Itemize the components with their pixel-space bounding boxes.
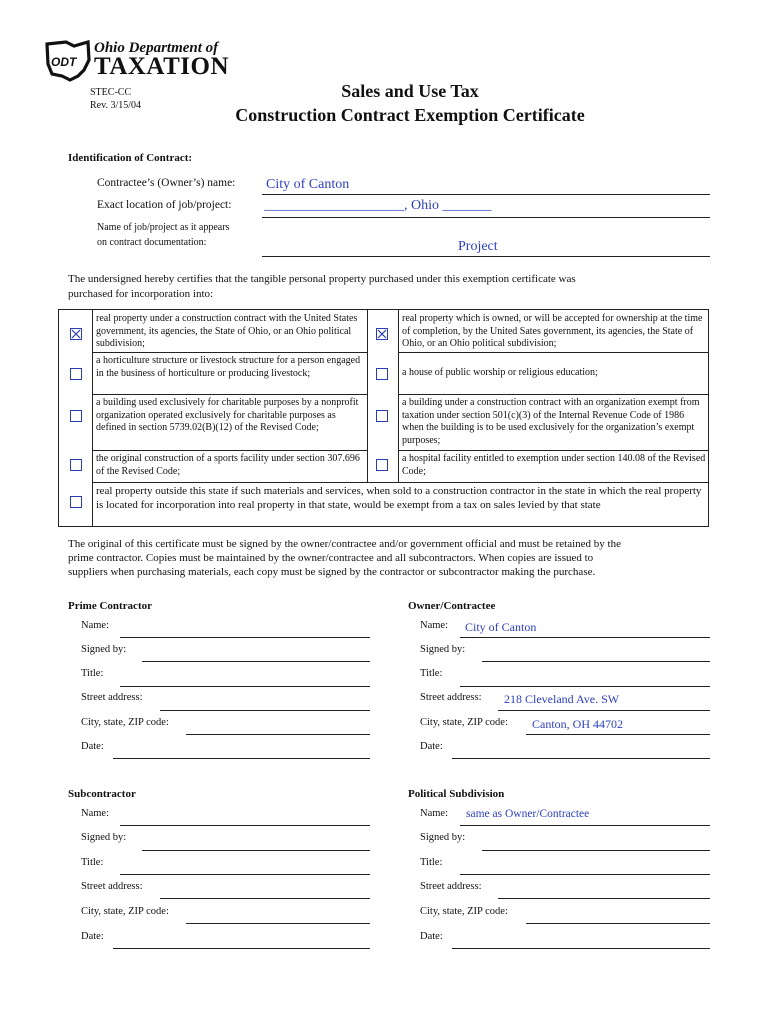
checkbox-out-of-state-property[interactable]	[70, 496, 82, 508]
checkbox-house-of-worship[interactable]	[376, 368, 388, 380]
certify-text-2: purchased for incorporation into:	[68, 288, 214, 300]
r5-full-text: real property outside this state if such materials and services, when sold to a construction contractor in the state in which the real property is located for incorporation into real property in that state, would be exempt from a tax on sales levied by that state	[96, 485, 702, 511]
owner-name-label: Name:	[420, 620, 448, 631]
political-signed-label: Signed by:	[420, 832, 466, 843]
checkbox-government-owned-property[interactable]	[376, 328, 388, 340]
political-city-field[interactable]	[526, 923, 710, 924]
contractee-label: Contractee’s (Owner’s) name:	[97, 177, 236, 189]
prime-name-field[interactable]	[120, 637, 370, 638]
prime-date-field[interactable]	[113, 758, 370, 759]
identification-heading: Identification of Contract:	[68, 152, 193, 164]
job-name-label-2: on contract documentation:	[97, 237, 207, 248]
owner-date-field[interactable]	[452, 758, 710, 759]
sub-city-field[interactable]	[186, 923, 370, 924]
r3-right-text: a building under a construction contract with an organization exempt from taxation under section 501(c)(3) of the Internal Revenue Code of 1986 when the building is to be used exclusively for the organization’s exempt purposes;	[402, 397, 700, 446]
sub-date-field[interactable]	[113, 948, 370, 949]
political-title-field[interactable]	[460, 874, 710, 875]
notice-line-3: suppliers when purchasing materials, each copy must be signed by the contractor or subcontractor making the purchase.	[68, 566, 596, 578]
checkbox-us-government-contract[interactable]	[70, 328, 82, 340]
form-code: STEC-CC	[90, 87, 132, 98]
prime-street-label: Street address:	[81, 692, 143, 703]
prime-contractor-heading: Prime Contractor	[68, 600, 152, 612]
prime-date-label: Date:	[81, 741, 104, 752]
notice-line-2: prime contractor. Copies must be maintained by the owner/contractee and all subcontractors. When copies are issued to	[68, 552, 594, 564]
prime-street-field[interactable]	[160, 710, 370, 711]
notice-line-1: The original of this certificate must be signed by the owner/contractee and/or government official and must be retained by the	[68, 538, 621, 550]
r1-right-text: real property which is owned, or will be accepted for ownership at the time of completion, by the United Sates government, its agencies, the State of Ohio, or an Ohio political subdivision;	[402, 313, 703, 349]
odt-logo	[44, 40, 234, 84]
r1-left-text: real property under a construction contract with the United States government, its agencies, the State of Ohio, or an Ohio political subdivision;	[96, 313, 358, 349]
checkbox-sports-facility[interactable]	[70, 459, 82, 471]
political-date-field[interactable]	[452, 948, 710, 949]
svg-text:ODT: ODT	[51, 55, 77, 69]
political-street-field[interactable]	[498, 898, 710, 899]
checkbox-charitable-building[interactable]	[70, 410, 82, 422]
owner-title-label: Title:	[420, 668, 443, 679]
r2-left-text: a horticulture structure or livestock structure for a person engaged in the business of horticulture or producing livestock;	[96, 355, 361, 379]
political-name-field[interactable]: same as Owner/Contractee	[466, 808, 590, 820]
political-street-label: Street address:	[420, 881, 482, 892]
location-label: Exact location of job/project:	[97, 199, 232, 211]
sub-title-field[interactable]	[120, 874, 370, 875]
sub-city-label: City, state, ZIP code:	[81, 906, 169, 917]
prime-signature-field[interactable]	[142, 661, 370, 662]
sub-street-field[interactable]	[160, 898, 370, 899]
title-line-2: Construction Contract Exemption Certificate	[235, 105, 585, 125]
owner-title-field[interactable]	[460, 686, 710, 687]
sub-date-label: Date:	[81, 931, 104, 942]
r4-left-text: the original construction of a sports facility under section 307.696 of the Revised Code;	[96, 453, 360, 477]
job-name-label-1: Name of job/project as it appears	[97, 222, 230, 233]
owner-name-field[interactable]: City of Canton	[465, 620, 537, 634]
contractee-name-field[interactable]: City of Canton	[266, 177, 350, 192]
r4-right-text: a hospital facility entitled to exemption under section 140.08 of the Revised Code;	[402, 453, 706, 477]
revision-date: Rev. 3/15/04	[90, 100, 142, 111]
sub-title-label: Title:	[81, 857, 104, 868]
political-city-label: City, state, ZIP code:	[420, 906, 508, 917]
checkbox-501c3-building[interactable]	[376, 410, 388, 422]
sub-street-label: Street address:	[81, 881, 143, 892]
owner-contractee-heading: Owner/Contractee	[408, 600, 496, 612]
r3-left-text: a building used exclusively for charitable purposes by a nonprofit organization operated exclusively for charitable purposes as defined in section 5739.02(B)(12) of the Revised Code;	[96, 397, 359, 433]
owner-street-field[interactable]: 218 Cleveland Ave. SW	[504, 692, 620, 706]
political-name-label: Name:	[420, 808, 448, 819]
logo-line-1: Ohio Department of	[94, 40, 219, 56]
job-name-field[interactable]: Project	[458, 239, 498, 254]
sub-name-field[interactable]	[120, 825, 370, 826]
political-date-label: Date:	[420, 931, 443, 942]
ohio-state-outline-icon	[44, 40, 92, 82]
prime-name-label: Name:	[81, 620, 109, 631]
checkbox-hospital-facility[interactable]	[376, 459, 388, 471]
owner-date-label: Date:	[420, 741, 443, 752]
subcontractor-heading: Subcontractor	[68, 788, 136, 800]
certify-text-1: The undersigned hereby certifies that the tangible personal property purchased under this exemption certificate was	[68, 273, 576, 285]
sub-signed-label: Signed by:	[81, 832, 127, 843]
owner-street-label: Street address:	[420, 692, 482, 703]
prime-title-field[interactable]	[120, 686, 370, 687]
checkbox-horticulture-structure[interactable]	[70, 368, 82, 380]
prime-city-field[interactable]	[186, 734, 370, 735]
sub-signature-field[interactable]	[142, 850, 370, 851]
owner-signature-field[interactable]	[482, 661, 710, 662]
prime-city-label: City, state, ZIP code:	[81, 717, 169, 728]
prime-title-label: Title:	[81, 668, 104, 679]
title-line-1: Sales and Use Tax	[341, 81, 479, 101]
exemption-table	[58, 309, 709, 527]
owner-signed-label: Signed by:	[420, 644, 466, 655]
sub-name-label: Name:	[81, 808, 109, 819]
checkmark-x-icon	[377, 329, 387, 339]
r2-right-text: a house of public worship or religious education;	[402, 367, 598, 378]
logo-line-2: TAXATION	[94, 53, 230, 80]
checkmark-x-icon	[71, 329, 81, 339]
political-subdivision-heading: Political Subdivision	[408, 788, 505, 800]
owner-city-label: City, state, ZIP code:	[420, 717, 508, 728]
owner-city-field[interactable]: Canton, OH 44702	[532, 717, 623, 731]
job-location-field[interactable]: ____________________, Ohio _______	[264, 198, 492, 213]
prime-signed-label: Signed by:	[81, 644, 127, 655]
political-signature-field[interactable]	[482, 850, 710, 851]
political-title-label: Title:	[420, 857, 443, 868]
